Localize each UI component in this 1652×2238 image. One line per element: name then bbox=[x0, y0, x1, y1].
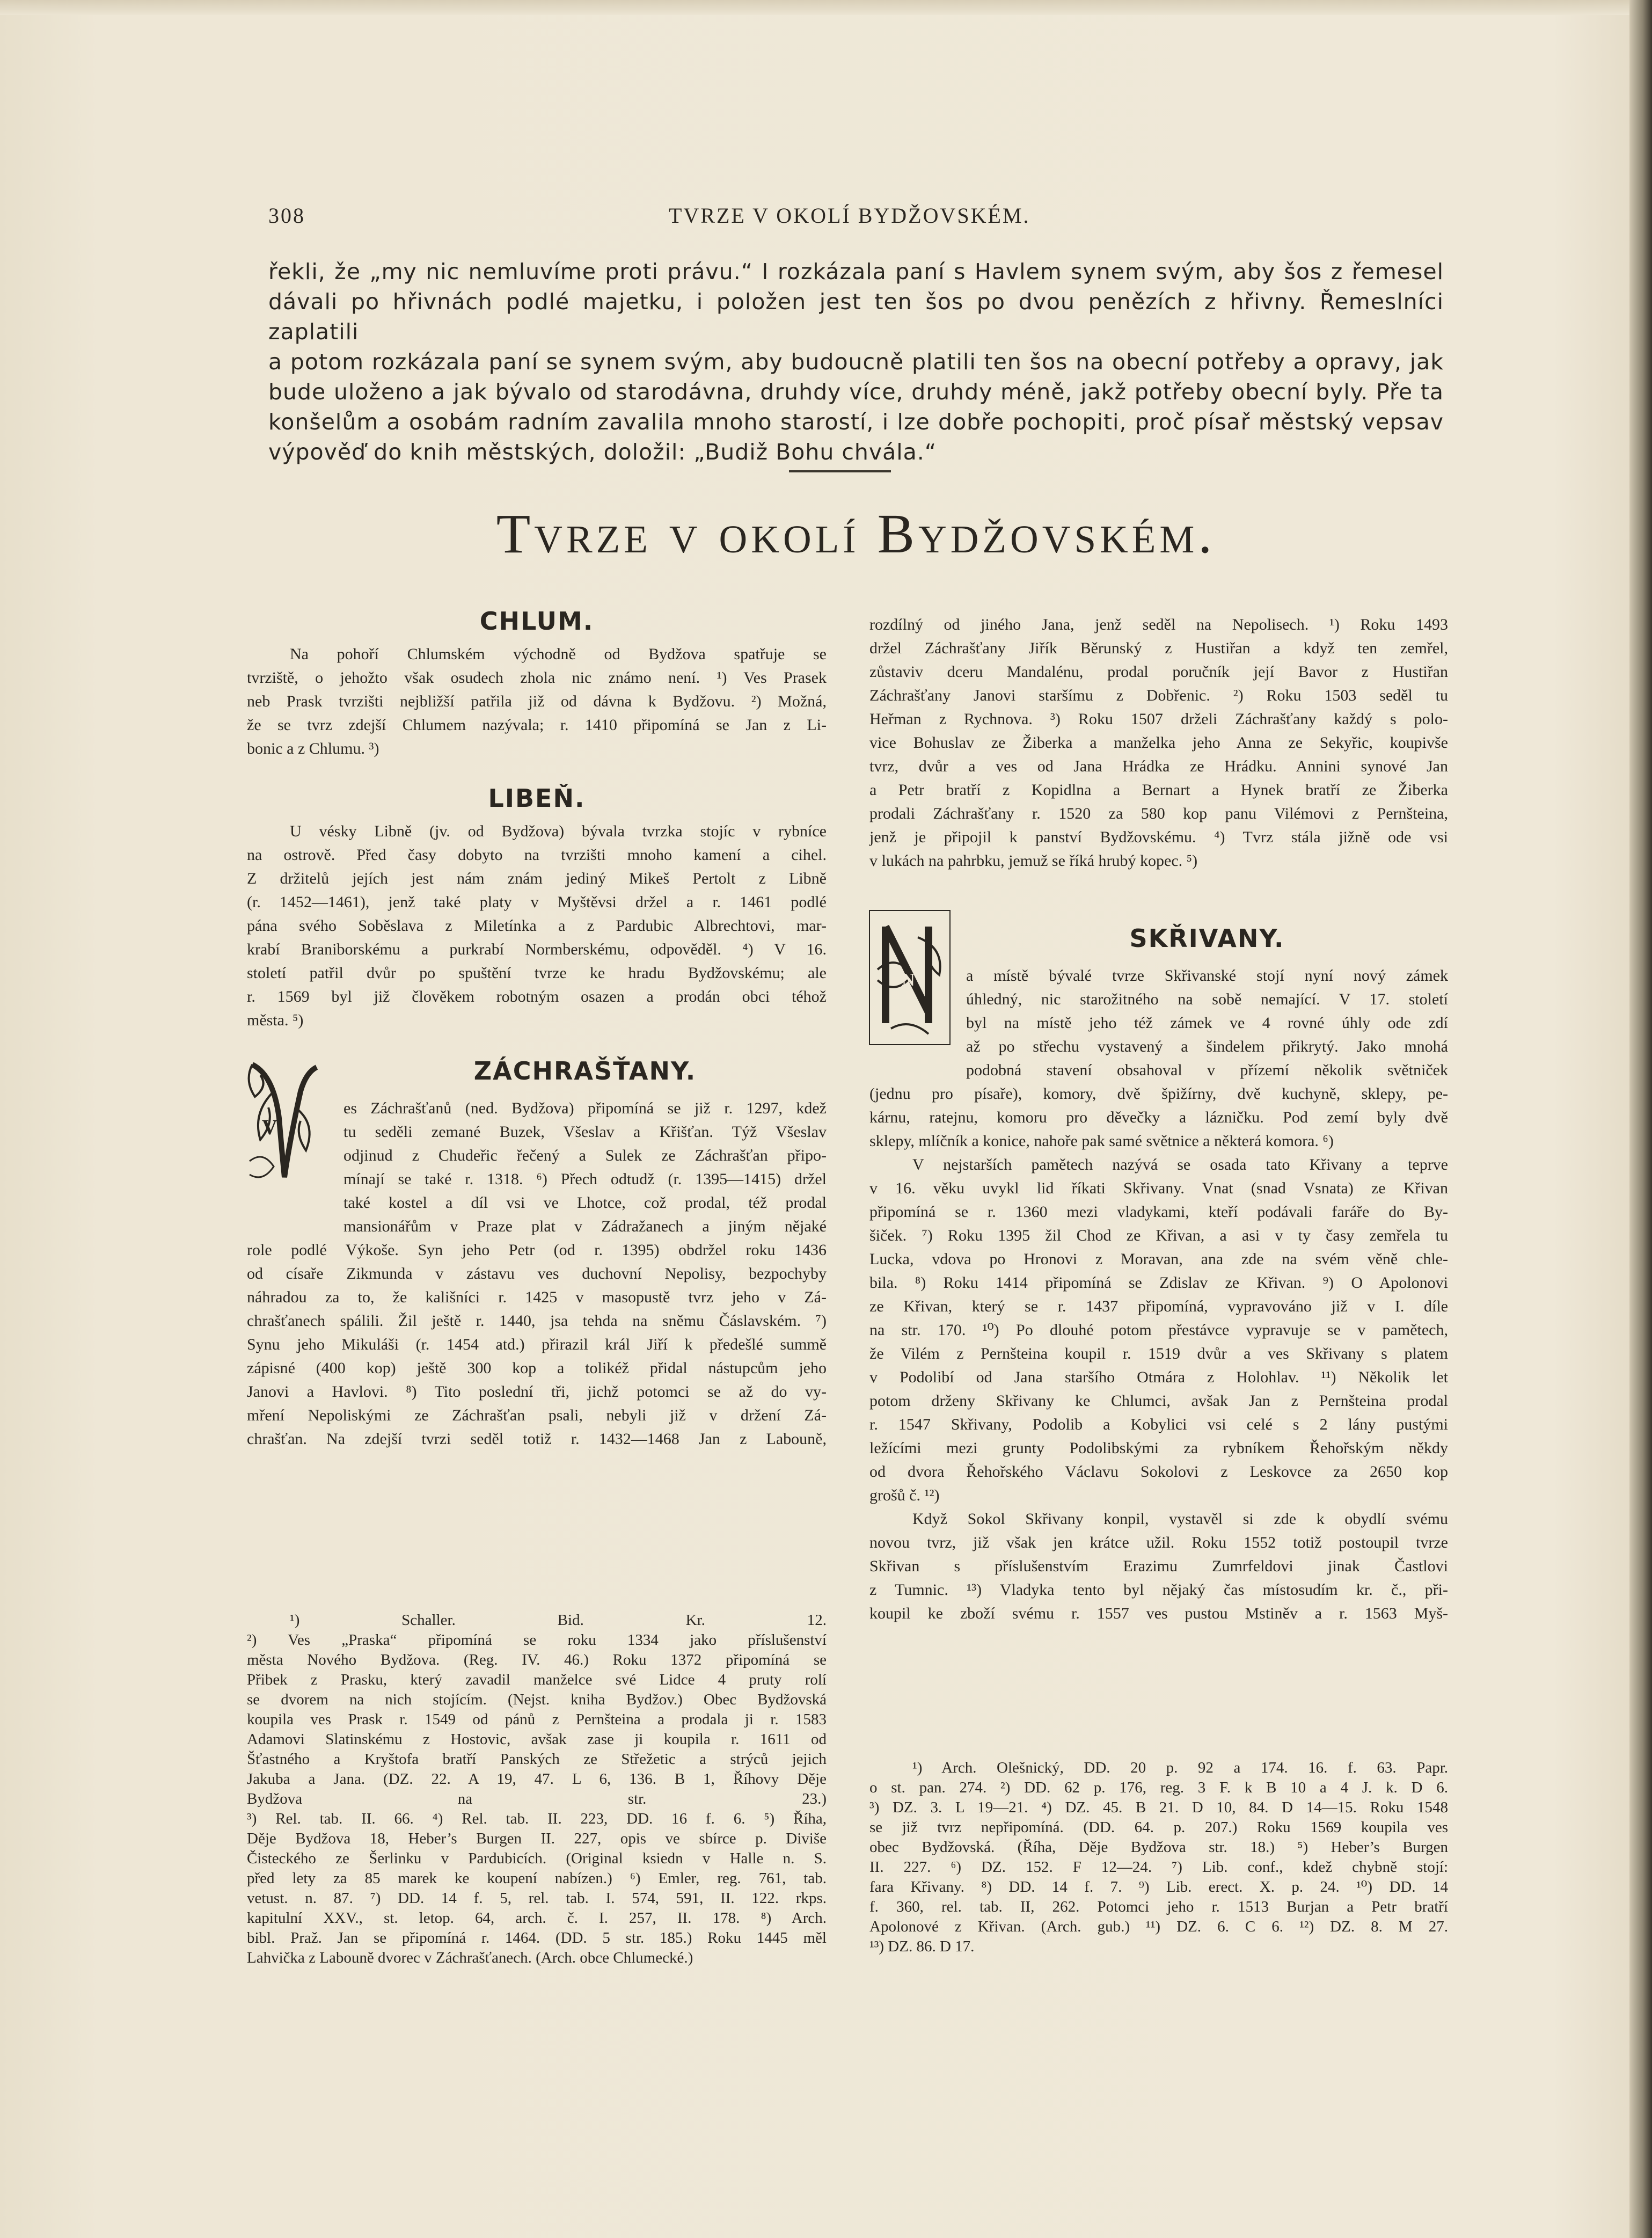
section-divider-rule bbox=[789, 470, 891, 472]
running-title: TVRZE V OKOLÍ BYDŽOVSKÉM. bbox=[669, 203, 1030, 228]
footnote-line: Adamovi Slatinskému z Hostovic, avšak zase ji koupila r. 1611 od bbox=[247, 1731, 827, 1748]
heading-skrivany: SKŘIVANY. bbox=[1129, 924, 1285, 953]
liben-line: U vésky Libně (jv. od Bydžova) bývala tvrzka stojíc v rybníce bbox=[290, 822, 827, 840]
zachrastany-line: také kostel a díl vsi ve Lhotce, což prodal, též prodal bbox=[343, 1194, 827, 1212]
skrivany-line: že Vilém z Pernšteina koupil r. 1519 dvůr a ves Skřivany s platem bbox=[869, 1345, 1448, 1362]
intro-line: dávali po hřivnách podlé majetku, i položen jest ten šos po dvou penězích z hřivny. Řemeslníci zaplatili bbox=[268, 289, 1444, 345]
intro-paragraph bbox=[268, 257, 1444, 467]
skrivany-line: r. 1547 Skřivany, Podolib a Kobylici vsi celé s 2 lány pustými bbox=[869, 1416, 1448, 1433]
liben-line: krabí Braniborskému a purkrabí Normberskému, odpověděl. ⁴) V 16. bbox=[247, 941, 827, 958]
footnote-line: Lahvička z Labouně dvorec v Záchrašťanech. (Arch. obce Chlumecké.) bbox=[247, 1949, 693, 1966]
skrivany-text-p2 bbox=[869, 1153, 1448, 1507]
continuation-line: Heřman z Rychnova. ³) Roku 1507 drželi Záchrašťany každý s polo- bbox=[869, 710, 1448, 728]
zachrastany-line: mansionářům v Praze plat v Zádražanech a jiným nějaké bbox=[343, 1218, 827, 1235]
footnote-line: Přibek z Prasku, který zavadil manželce své Lidce 4 pruty rolí bbox=[247, 1671, 827, 1688]
skrivany-line: Když Sokol Skřivany konpil, vystavěl si zde k obydlí svému bbox=[912, 1510, 1448, 1528]
footnote-line: se již tvrz nepřipomíná. (DD. 64. p. 207.) Roku 1569 koupila ves bbox=[869, 1819, 1448, 1836]
footnote-line: ¹³) DZ. 86. D 17. bbox=[869, 1938, 975, 1955]
continuation-line: jenž je připojil k panství Bydžovskému. ⁴) Tvrz stála jižně ode vsi bbox=[869, 828, 1448, 846]
footnote-line: ³) Rel. tab. II. 66. ⁴) Rel. tab. II. 223, DD. 16 f. 6. ⁵) Říha, bbox=[247, 1810, 827, 1827]
footnote-line: ²) Ves „Praska“ připomíná se roku 1334 jako příslušenství bbox=[247, 1631, 827, 1649]
zachrastany-line: tu seděli zemané Buzek, Všeslav a Křišťan. Týž Všeslav bbox=[343, 1123, 827, 1141]
skrivany-line: v Podolibí od Jana staršího Otmára z Holohlav. ¹¹) Několik let bbox=[869, 1368, 1448, 1386]
liben-line: r. 1569 byl již člověkem robotným osazen a prodán obci téhož bbox=[247, 988, 827, 1005]
liben-line: Z držitelů jejích jest nám znám jediný Mikeš Pertolt z Libně bbox=[247, 870, 827, 887]
footnote-line: o st. pan. 274. ²) DD. 62 p. 176, reg. 3 F. k B 10 a 4 J. k. D 6. bbox=[869, 1779, 1448, 1796]
skrivany-line: v 16. věku uvykl lid říkati Skřivany. Vnat (snad Vsnata) ze Křivan bbox=[869, 1179, 1448, 1197]
skrivany-text bbox=[869, 1082, 1448, 1153]
skrivany-line: podobná stavení obsahoval v přízemí několik světniček bbox=[966, 1061, 1448, 1079]
footnote-line: ³) DZ. 3. L 19—21. ⁴) DZ. 45. B 21. D 10, 84. D 14—15. Roku 1548 bbox=[869, 1799, 1448, 1816]
footnote-line: obec Bydžovská. (Říha, Děje Bydžova str. 18.) ⁵) Heber’s Burgen bbox=[869, 1839, 1448, 1856]
skrivany-line: na str. 170. ¹⁰) Po dlouhé potom přestávce vypravuje se v pamětech, bbox=[869, 1321, 1448, 1339]
heading-zachrastany: ZÁCHRAŠŤANY. bbox=[473, 1056, 697, 1085]
zachrastany-line: es Záchrašťanů (ned. Bydžova) připomíná se již r. 1297, kdež bbox=[343, 1099, 827, 1117]
skrivany-line: z Tumnic. ¹³) Vladyka tento byl nějaký čas místosudím kr. č., při- bbox=[869, 1581, 1448, 1599]
continuation-line: vice Bohuslav ze Žiberka a manželka jeho Anna ze Sekyřic, koupivše bbox=[869, 734, 1448, 752]
footnote-line: města Nového Bydžova. (Reg. IV. 46.) Roku 1372 připomíná se bbox=[247, 1651, 827, 1668]
liben-line: města. ⁵) bbox=[247, 1011, 304, 1029]
zachrastany-line: náhradou za to, že kališníci r. 1425 v masopustě tvrz jeho v Zá- bbox=[247, 1288, 827, 1306]
skrivany-line: ležícími mezi grunty Podolibskými za rybníkem Řehořským někdy bbox=[869, 1439, 1448, 1457]
continuation-line: zůstaviv dceru Mandalénu, prodal poručník její Bavor z Hustiřan bbox=[869, 663, 1448, 681]
initial-letter-n: N bbox=[902, 970, 915, 990]
zachrastany-line: chrašťanech spálili. Žil ještě r. 1440, jsa tehda na sněmu Čáslavském. ⁷) bbox=[247, 1312, 827, 1330]
right-column bbox=[869, 613, 1448, 1625]
skrivany-line: úhledný, nic starožitného na sobě nemající. V 17. století bbox=[966, 990, 1448, 1008]
chlum-text bbox=[247, 643, 827, 761]
footnote-line: bibl. Praž. Jan se připomíná r. 1464. (DD. 5 str. 185.) Roku 1445 měl bbox=[247, 1929, 827, 1947]
skrivany-line: a místě bývalé tvrze Skřivanské stojí nyní nový zámek bbox=[966, 967, 1448, 985]
zachrastany-line: odjinud z Chudeřic řečený a Sulek ze Záchrašťan připo- bbox=[343, 1147, 827, 1164]
ornamental-initial-n bbox=[864, 905, 955, 1050]
skrivany-line: (jednu pro písaře), komory, dvě špižírny, dvě kuchyně, sklepy, pe- bbox=[869, 1085, 1448, 1103]
running-header bbox=[268, 203, 1503, 240]
chapter-title: Tvrze v okolí Bydžovském. bbox=[496, 503, 1216, 565]
skrivany-section bbox=[869, 924, 1448, 1625]
zachrastany-line: mření Nepoliskými ze Záchrašťan psali, nebyli již v držení Zá- bbox=[247, 1406, 827, 1424]
zachrastany-text-indented bbox=[343, 1097, 827, 1238]
footnote-line: kapitulní XXV., st. letop. 64, arch. č. I. 257, II. 178. ⁸) Arch. bbox=[247, 1909, 827, 1927]
liben-line: století patřil dvůr po spuštění tvrze ke hradu Bydžovskému; ale bbox=[247, 964, 827, 982]
intro-line: konšelům a osobám radním zavalila mnoho starostí, i lze dobře pochopiti, proč písař městský vepsav bbox=[268, 409, 1444, 435]
liben-text bbox=[247, 820, 827, 1032]
chlum-line: tvrziště, o jehožto však osudech zhola nic známo není. ¹) Ves Prasek bbox=[247, 669, 827, 687]
intro-line: bude uloženo a jak bývalo od starodávna, druhdy více, druhdy méně, jakž potřeby obecní byly. Pře ta bbox=[268, 379, 1444, 405]
footnote-line: vetust. n. 87. ⁷) DD. 14 f. 5, rel. tab. I. 574, 591, II. 122. rkps. bbox=[247, 1890, 827, 1907]
skrivany-text-p3 bbox=[869, 1507, 1448, 1625]
footnote-line: ¹) Schaller. Bid. Kr. 12. bbox=[290, 1612, 827, 1629]
zachrastany-line: role podlé Výkoše. Syn jeho Petr (od r. 1395) obdržel roku 1436 bbox=[247, 1241, 827, 1259]
zachrastany-line: Synu jeho Mikuláši (r. 1454 atd.) přirazil král Jiří k předešlé summě bbox=[247, 1336, 827, 1353]
skrivany-line: ze Křivan, který se r. 1437 připomíná, vypravováno již v I. díle bbox=[869, 1297, 1448, 1315]
zachrastany-continuation bbox=[869, 613, 1448, 873]
zachrastany-line: Janovi a Havlovi. ⁸) Tito poslední tři, jichž potomci se až do vy- bbox=[247, 1383, 827, 1401]
skrivany-line: V nejstarších pamětech nazývá se osada tato Křivany a teprve bbox=[912, 1156, 1448, 1173]
zachrastany-line: od císaře Zikmunda v zástavu ves duchovní Nepolisy, bezpochyby bbox=[247, 1265, 827, 1282]
liben-line: (r. 1452—1461), jenž také platy v Myštěvsi držel a r. 1461 podlé bbox=[247, 893, 827, 911]
footnote-line: Děje Bydžova 18, Heber’s Burgen II. 227, opis ve sbírce p. Diviše bbox=[247, 1830, 827, 1847]
skrivany-line: novou tvrz, již však jen krátce užil. Roku 1552 totiž postoupil tvrze bbox=[869, 1534, 1448, 1551]
continuation-line: tvrz, dvůr a ves od Jana Hrádka ze Hrádku. Annini synové Jan bbox=[869, 757, 1448, 775]
skrivany-line: Lucka, vdova po Hronovi z Moravan, ana zde na svém věně chle- bbox=[869, 1250, 1448, 1268]
intro-line: výpověď do knih městských, doložil: „Budiž Bohu chvála.“ bbox=[268, 439, 937, 465]
skrivany-line: grošů č. ¹²) bbox=[869, 1486, 940, 1504]
liben-line: pána svého Soběslava z Miletínka a z Pardubic Albrechtovi, mar- bbox=[247, 917, 827, 935]
continuation-line: rozdílný od jiného Jana, jenž seděl na Nepolisech. ¹) Roku 1493 bbox=[869, 616, 1448, 633]
footnote-line: f. 360, rel. tab. II, 262. Potomci jeho r. 1513 Burjan a Petr bratří bbox=[869, 1898, 1448, 1915]
page-top-edge bbox=[0, 0, 1652, 15]
skrivany-line: byl na místě jeho též zámek ve 4 rovné úhly ode zdí bbox=[966, 1014, 1448, 1032]
continuation-line: držel Záchrašťany Jiřík Běrunský z Hustiřan a když ten zemřel, bbox=[869, 639, 1448, 657]
zachrastany-text bbox=[247, 1238, 827, 1451]
zachrastany-line: mínají se také r. 1318. ⁶) Přech odtudž (r. 1395—1415) držel bbox=[343, 1170, 827, 1188]
zachrastany-line: chrašťan. Na zdejší tvrzi seděl totiž r. 1432—1468 Jan z Labouně, bbox=[247, 1430, 827, 1448]
continuation-line: prodali Záchrašťany r. 1520 za 580 kop panu Vilémovi z Pernšteina, bbox=[869, 805, 1448, 822]
footnote-line: II. 227. ⁶) DZ. 152. F 12—24. ⁷) Lib. conf., kdež chybně stojí: bbox=[869, 1858, 1448, 1876]
footnote-line: Šťastného a Kryštofa bratří Panských ze Střežetic a strýců jejich bbox=[247, 1751, 827, 1768]
skrivany-line: připomíná se r. 1360 mezi vladykami, kteří podávali faráře do By- bbox=[869, 1203, 1448, 1221]
footnote-line: Bydžova na str. 23.) bbox=[247, 1790, 827, 1807]
footnote-line: se dvorem na nich stojícím. (Nejst. kniha Bydžov.) Obec Bydžovská bbox=[247, 1691, 827, 1708]
initial-letter-v: V bbox=[262, 1115, 277, 1139]
footnote-line: Apolonové z Křivan. (Arch. gub.) ¹¹) DZ. 6. C 6. ¹²) DZ. 8. M 27. bbox=[869, 1918, 1448, 1935]
skrivany-line: koupil ke zboží svému r. 1557 ves pustou Mstiněv a r. 1563 Myš- bbox=[869, 1605, 1448, 1622]
skrivany-line: potom drženy Skřivany ke Chlumci, avšak Jan z Pernšteina prodal bbox=[869, 1392, 1448, 1410]
heading-chlum: CHLUM. bbox=[479, 607, 594, 636]
continuation-line: v lukách na pahrbku, jemuž se říká hrubý kopec. ⁵) bbox=[869, 852, 1198, 870]
skrivany-line: bila. ⁸) Roku 1414 připomíná se Zdislav ze Křivan. ⁹) O Apolonovi bbox=[869, 1274, 1448, 1292]
footnote-line: ¹) Arch. Olešnický, DD. 20 p. 92 a 174. 16. f. 63. Papr. bbox=[912, 1759, 1448, 1776]
right-footnotes bbox=[869, 1758, 1448, 1957]
liben-line: na ostrově. Před časy dobyto na tvrzišti mnoho kamení a cihel. bbox=[247, 846, 827, 864]
zachrastany-section bbox=[247, 1056, 827, 1451]
skrivany-text-indented bbox=[966, 964, 1448, 1082]
continuation-line: Záchrašťany Janovi staršímu z Dobřenic. ²) Roku 1503 seděl tu bbox=[869, 687, 1448, 704]
skrivany-line: kárnu, ratejnu, komoru pro děvečky a lázničku. Pod zemí byly dvě bbox=[869, 1109, 1448, 1126]
chlum-line: Na pohoří Chlumském východně od Bydžova spatřuje se bbox=[290, 645, 827, 663]
skrivany-line: Skřivan s příslušenstvím Erazimu Zumrfeldovi jinak Častlovi bbox=[869, 1557, 1448, 1575]
page-number: 308 bbox=[268, 203, 305, 228]
zachrastany-line: zápisné (400 kop) ještě 300 kop a tolikéž přidal nástupcům jeho bbox=[247, 1359, 827, 1377]
chlum-line: bonic a z Chlumu. ³) bbox=[247, 740, 379, 757]
ornamental-initial-v bbox=[242, 1059, 322, 1188]
chlum-line: neb Prask tvrzišti nejbližší patřila již od dávna k Bydžovu. ²) Možná, bbox=[247, 692, 827, 710]
skrivany-line: šiček. ⁷) Roku 1395 žil Chod ze Křivan, a asi v ty časy zemřela tu bbox=[869, 1227, 1448, 1244]
intro-line: a potom rozkázala paní se synem svým, aby budoucně platili ten šos na obecní potřeby a opravy, jak bbox=[268, 349, 1444, 375]
footnote-line: Jakuba a Jana. (DZ. 22. A 19, 47. L 6, 136. B 1, Říhovy Děje bbox=[247, 1770, 827, 1788]
intro-line: řekli, že „my nic nemluvíme proti právu.“ I rozkázala paní s Havlem synem svým, aby šos z řemesel bbox=[268, 259, 1444, 285]
left-column bbox=[247, 609, 827, 1451]
continuation-line: a Petr bratří z Kopidlna a Bernart a Hynek bratří ze Žiberka bbox=[869, 781, 1448, 799]
footnote-line: před lety za 85 marek ke koupení nabízen.) ⁶) Emler, reg. 761, tab. bbox=[247, 1870, 827, 1887]
chlum-line: že se tvrz zdejší Chlumem nazývala; r. 1410 připomíná se Jan z Li- bbox=[247, 716, 827, 734]
heading-liben: LIBEŇ. bbox=[488, 784, 586, 813]
footnote-line: Čisteckého ze Šerlinku v Pardubicích. (Original ksiedn v Halle n. S. bbox=[247, 1850, 827, 1867]
left-footnotes bbox=[247, 1610, 827, 1968]
skrivany-line: až po střechu vystavený a šindelem přikrytý. Jako mnohá bbox=[966, 1038, 1448, 1055]
skrivany-line: sklepy, mlíčník a konice, nahoře pak samé světnice a některá komora. ⁶) bbox=[869, 1132, 1334, 1150]
footnote-line: koupila ves Prask r. 1549 od pánů z Pernšteina a prodala ji r. 1583 bbox=[247, 1711, 827, 1728]
footnote-line: fara Křivany. ⁸) DD. 14 f. 7. ⁹) Lib. erect. X. p. 24. ¹⁰) DD. 14 bbox=[869, 1878, 1448, 1896]
book-binding-edge bbox=[1629, 0, 1652, 2238]
skrivany-line: od dvora Řehořského Václavu Sokolovi z Leskovce za 2650 kop bbox=[869, 1463, 1448, 1481]
